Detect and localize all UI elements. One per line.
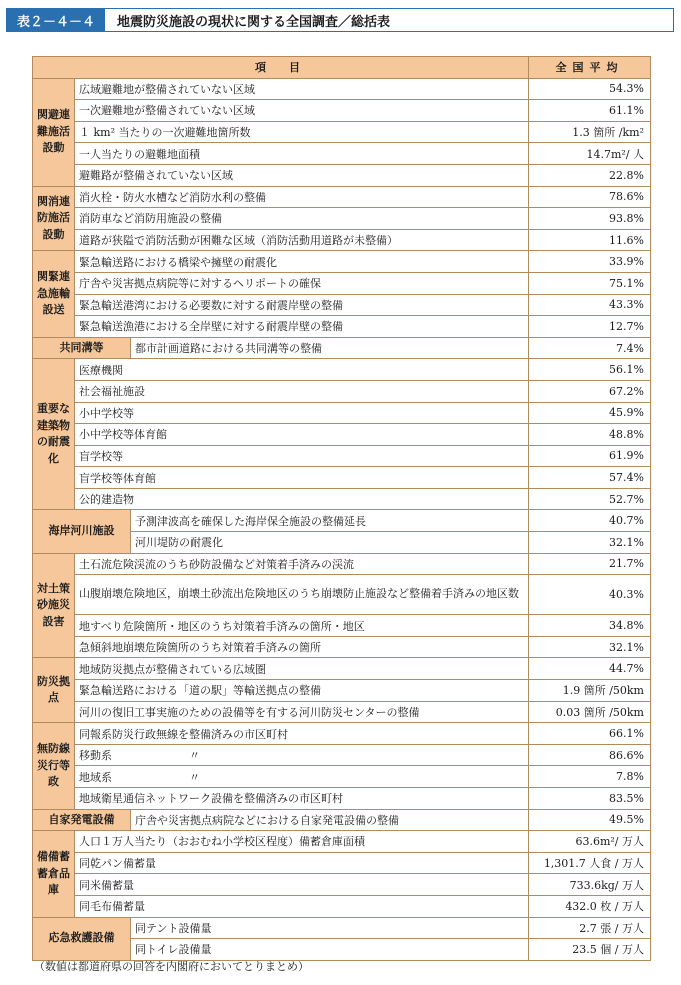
table-row bbox=[33, 164, 651, 186]
row-item: 盲学校等 bbox=[75, 445, 529, 467]
row-item: 河川堤防の耐震化 bbox=[131, 532, 529, 554]
table-row bbox=[33, 100, 651, 122]
row-item: 道路が狭隘で消防活動が困難な区域（消防活動用道路が未整備） bbox=[75, 229, 529, 251]
table-row bbox=[33, 874, 651, 896]
table-row bbox=[33, 424, 651, 446]
table-row bbox=[33, 575, 651, 615]
table-row bbox=[33, 445, 651, 467]
row-item: 庁舎や災害拠点病院等に対するヘリポートの確保 bbox=[75, 272, 529, 294]
row-item: 土石流危険渓流のうち砂防設備など対策着手済みの渓流 bbox=[75, 553, 529, 575]
table-row bbox=[33, 121, 651, 143]
table-row bbox=[33, 337, 651, 359]
row-item: 同毛布備蓄量 bbox=[75, 895, 529, 917]
row-item: 移動系 〃 bbox=[75, 744, 529, 766]
row-item: １ km² 当たりの一次避難地箇所数 bbox=[75, 121, 529, 143]
row-value: 54.3% bbox=[529, 78, 651, 100]
table-row bbox=[33, 510, 651, 532]
row-value: 33.9% bbox=[529, 251, 651, 273]
row-value: 86.6% bbox=[529, 744, 651, 766]
table-row bbox=[33, 229, 651, 251]
row-item: 河川の復旧工事実施のための設備等を有する河川防災センターの整備 bbox=[75, 701, 529, 723]
row-value: 32.1% bbox=[529, 532, 651, 554]
table-row bbox=[33, 467, 651, 489]
row-item: 地域系 〃 bbox=[75, 766, 529, 788]
table-title: 地震防災施設の現状に関する全国調査／総括表 bbox=[117, 14, 391, 30]
table-row bbox=[33, 143, 651, 165]
row-value: 61.1% bbox=[529, 100, 651, 122]
table-row bbox=[33, 809, 651, 831]
row-value: 1,301.7 人食 / 万人 bbox=[529, 852, 651, 874]
row-value: 1.9 箇所 /50km bbox=[529, 680, 651, 702]
category-radio: 無防線災行等政 bbox=[33, 723, 75, 809]
row-value: 34.8% bbox=[529, 615, 651, 637]
row-item: 一人当たりの避難地面積 bbox=[75, 143, 529, 165]
row-item: 公的建造物 bbox=[75, 488, 529, 510]
row-value: 75.1% bbox=[529, 272, 651, 294]
row-item: 予測津波高を確保した海岸保全施設の整備延長 bbox=[131, 510, 529, 532]
row-value: 12.7% bbox=[529, 316, 651, 338]
row-item: 一次避難地が整備されていない区域 bbox=[75, 100, 529, 122]
row-value: 14.7m²/ 人 bbox=[529, 143, 651, 165]
header-average: 全国平均 bbox=[529, 57, 651, 79]
row-item: 緊急輸送路における橋梁や擁壁の耐震化 bbox=[75, 251, 529, 273]
row-item: 同報系防災行政無線を整備済みの市区町村 bbox=[75, 723, 529, 745]
category-fire: 関消連防施活設動 bbox=[33, 186, 75, 251]
table-row bbox=[33, 186, 651, 208]
row-item: 消防車など消防用施設の整備 bbox=[75, 208, 529, 230]
table-row bbox=[33, 615, 651, 637]
row-value: 52.7% bbox=[529, 488, 651, 510]
row-value: 56.1% bbox=[529, 359, 651, 381]
category-storage: 備備蓄蓄倉品庫 bbox=[33, 831, 75, 917]
table-row bbox=[33, 272, 651, 294]
row-value: 43.3% bbox=[529, 294, 651, 316]
row-item: 小中学校等体育館 bbox=[75, 424, 529, 446]
row-item: 人口１万人当たり（おおむね小学校区程度）備蓄倉庫面積 bbox=[75, 831, 529, 853]
category-evacuation: 関避連難施活設動 bbox=[33, 78, 75, 186]
row-item: 緊急輸送路における「道の駅」等輸送拠点の整備 bbox=[75, 680, 529, 702]
table-row bbox=[33, 636, 651, 658]
table-row bbox=[33, 488, 651, 510]
category-power: 自家発電設備 bbox=[33, 809, 131, 831]
row-item: 地域衛星通信ネットワーク設備を整備済みの市区町村 bbox=[75, 788, 529, 810]
category-rescue: 応急救護設備 bbox=[33, 917, 131, 960]
row-value: 61.9% bbox=[529, 445, 651, 467]
table-row bbox=[33, 294, 651, 316]
row-value: 66.1% bbox=[529, 723, 651, 745]
row-item: 小中学校等 bbox=[75, 402, 529, 424]
row-item: 同乾パン備蓄量 bbox=[75, 852, 529, 874]
row-value: 48.8% bbox=[529, 424, 651, 446]
table-row bbox=[33, 852, 651, 874]
table-row bbox=[33, 723, 651, 745]
row-item: 山腹崩壊危険地区，崩壊土砂流出危険地区のうち崩壊防止施設など整備着手済みの地区数 bbox=[75, 575, 529, 615]
row-item: 広域避難地が整備されていない区域 bbox=[75, 78, 529, 100]
header-item: 項 目 bbox=[33, 57, 529, 79]
row-item: 社会福祉施設 bbox=[75, 380, 529, 402]
row-item: 盲学校等体育館 bbox=[75, 467, 529, 489]
row-value: 67.2% bbox=[529, 380, 651, 402]
table-row bbox=[33, 251, 651, 273]
row-value: 733.6kg/ 万人 bbox=[529, 874, 651, 896]
category-sediment: 対土策砂施災設害 bbox=[33, 553, 75, 658]
table-row bbox=[33, 788, 651, 810]
category-transport: 関緊連急施輸設送 bbox=[33, 251, 75, 337]
row-item: 緊急輸送港湾における必要数に対する耐震岸壁の整備 bbox=[75, 294, 529, 316]
row-item: 同トイレ設備量 bbox=[131, 939, 529, 961]
table-title-bar bbox=[6, 8, 674, 32]
table-row bbox=[33, 766, 651, 788]
row-value: 83.5% bbox=[529, 788, 651, 810]
row-value: 7.8% bbox=[529, 766, 651, 788]
row-value: 0.03 箇所 /50km bbox=[529, 701, 651, 723]
category-disaster-base: 防災拠点 bbox=[33, 658, 75, 723]
row-item: 急傾斜地崩壊危険箇所のうち対策着手済みの箇所 bbox=[75, 636, 529, 658]
table-row bbox=[33, 831, 651, 853]
table-row bbox=[33, 78, 651, 100]
source-note: （数値は都道府県の回答を内閣府においてとりまとめ） bbox=[34, 960, 309, 973]
row-item: 地域防災拠点が整備されている広域圏 bbox=[75, 658, 529, 680]
row-value: 432.0 枚 / 万人 bbox=[529, 895, 651, 917]
row-value: 23.5 個 / 万人 bbox=[529, 939, 651, 961]
row-value: 63.6m²/ 万人 bbox=[529, 831, 651, 853]
row-value: 32.1% bbox=[529, 636, 651, 658]
row-item: 庁舎や災害拠点病院などにおける自家発電設備の整備 bbox=[131, 809, 529, 831]
table-header-row bbox=[33, 57, 651, 79]
row-value: 2.7 張 / 万人 bbox=[529, 917, 651, 939]
table-row bbox=[33, 658, 651, 680]
table-row bbox=[33, 316, 651, 338]
row-item: 消火栓・防火水槽など消防水利の整備 bbox=[75, 186, 529, 208]
table-row bbox=[33, 553, 651, 575]
row-item: 医療機関 bbox=[75, 359, 529, 381]
category-coast: 海岸河川施設 bbox=[33, 510, 131, 553]
row-value: 57.4% bbox=[529, 467, 651, 489]
row-item: 同テント設備量 bbox=[131, 917, 529, 939]
row-value: 1.3 箇所 /km² bbox=[529, 121, 651, 143]
row-item: 都市計画道路における共同溝等の整備 bbox=[131, 337, 529, 359]
row-value: 45.9% bbox=[529, 402, 651, 424]
row-value: 21.7% bbox=[529, 553, 651, 575]
row-item: 同米備蓄量 bbox=[75, 874, 529, 896]
table-number: 表２－４－４ bbox=[7, 9, 105, 31]
row-item: 避難路が整備されていない区域 bbox=[75, 164, 529, 186]
table-row bbox=[33, 701, 651, 723]
row-value: 7.4% bbox=[529, 337, 651, 359]
table-row bbox=[33, 208, 651, 230]
row-value: 40.3% bbox=[529, 575, 651, 615]
summary-table bbox=[32, 56, 651, 961]
table-row bbox=[33, 359, 651, 381]
table-row bbox=[33, 744, 651, 766]
table-row bbox=[33, 680, 651, 702]
table-row bbox=[33, 917, 651, 939]
row-value: 40.7% bbox=[529, 510, 651, 532]
category-building: 重要な建築物の耐震化 bbox=[33, 359, 75, 510]
row-item: 地すべり危険箇所・地区のうち対策着手済みの箇所・地区 bbox=[75, 615, 529, 637]
table-row bbox=[33, 380, 651, 402]
row-value: 49.5% bbox=[529, 809, 651, 831]
row-value: 78.6% bbox=[529, 186, 651, 208]
row-value: 44.7% bbox=[529, 658, 651, 680]
row-value: 11.6% bbox=[529, 229, 651, 251]
table-row bbox=[33, 402, 651, 424]
row-item: 緊急輸送漁港における全岸壁に対する耐震岸壁の整備 bbox=[75, 316, 529, 338]
category-conduit: 共同溝等 bbox=[33, 337, 131, 359]
row-value: 93.8% bbox=[529, 208, 651, 230]
row-value: 22.8% bbox=[529, 164, 651, 186]
table-row bbox=[33, 895, 651, 917]
